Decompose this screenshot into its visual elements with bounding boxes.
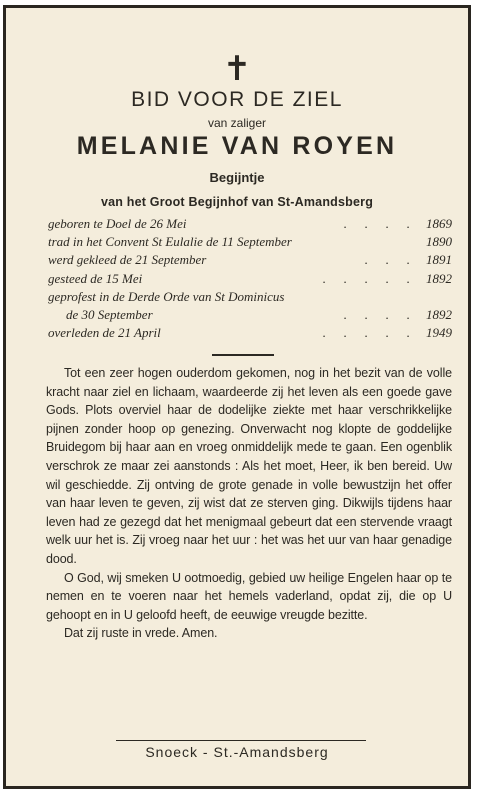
event-label: geprofest in de Derde Orde van St Dominicus <box>48 288 285 304</box>
section-divider <box>212 354 274 356</box>
deceased-origin: van het Groot Begijnhof van St-Amandsberg <box>100 195 374 209</box>
card-content <box>6 8 468 786</box>
event-dots: . . . . <box>343 306 412 322</box>
paragraph: Tot een zeer hogen ouderdom gekomen, nog in het bezit van de volle kracht naar ziel en lichaam, waardeerde zij het leven als een goede gave Gods. Plots overviel haar de dodelijke ziekte met haar verschrikkelijke pijnen zonder hoop op genezing. Onverwacht nog klopte de goddelijke Bruidegom bij haar aan en vroeg onmiddelijk mede te gaan. Een ogenblik verschrok ze maar zei aanstonds : Als het moet, Heer, ik ben bereid. Uw wil geschiedde. Zij ontving de grote genade in volle bewustzijn het offer van haar leven te geven, zij wist dat ze sterven ging. Dikwijls tijdens haar leven had ze gezegd dat het menigmaal gebeurt dat een stervende vraagt welk uur het is. Zij vroeg naar het uur : het was het uur van haar genadige dood. <box>46 366 452 566</box>
event-row <box>48 270 452 288</box>
footer-rule <box>116 740 366 741</box>
event-label: gesteed de 15 Mei <box>48 270 143 286</box>
event-label: trad in het Convent St Eulalie de 11 September <box>48 234 292 250</box>
event-label: overleden de 21 April <box>48 325 161 341</box>
event-year: 1891 <box>426 252 452 268</box>
deceased-role: Begijntje <box>209 170 265 185</box>
life-events <box>48 215 452 342</box>
event-year: 1890 <box>426 234 452 250</box>
event-row <box>48 215 452 233</box>
event-dots: . . . <box>364 252 412 268</box>
event-label: de 30 September <box>66 306 153 322</box>
event-row <box>48 251 452 269</box>
event-year: 1892 <box>426 306 452 322</box>
event-year: 1869 <box>426 216 452 231</box>
card-title: BID VOOR DE ZIEL <box>131 88 343 111</box>
memorial-card <box>3 5 471 789</box>
paragraph: O God, wij smeken U ootmoedig, gebied uw heilige Engelen haar op te nemen en te voeren naar het hemels vaderland, opdat zij, die op U gehoopt en in U geloofd heeft, de eeuwige vreugde bezitte. <box>46 570 452 622</box>
event-row <box>48 288 452 306</box>
event-row <box>48 306 452 324</box>
paragraph: Dat zij ruste in vrede. Amen. <box>64 626 218 641</box>
deceased-name: MELANIE VAN ROYEN <box>76 132 398 160</box>
event-dots: . . . . . <box>322 270 412 286</box>
event-year: 1892 <box>426 270 452 286</box>
event-label: werd gekleed de 21 September <box>48 252 207 268</box>
event-row <box>48 324 452 342</box>
event-year: 1949 <box>426 325 452 341</box>
event-label: geboren te Doel de 26 Mei <box>48 216 187 231</box>
memorial-text <box>46 364 452 643</box>
event-dots: . . . . . <box>322 325 412 341</box>
printer-credit: Snoeck - St.-Amandsberg <box>145 744 329 760</box>
event-dots: . . . . <box>343 216 412 231</box>
zaliger-label: van zaliger <box>207 116 267 130</box>
cross-icon: ✝ <box>222 49 252 89</box>
event-row <box>48 233 452 251</box>
